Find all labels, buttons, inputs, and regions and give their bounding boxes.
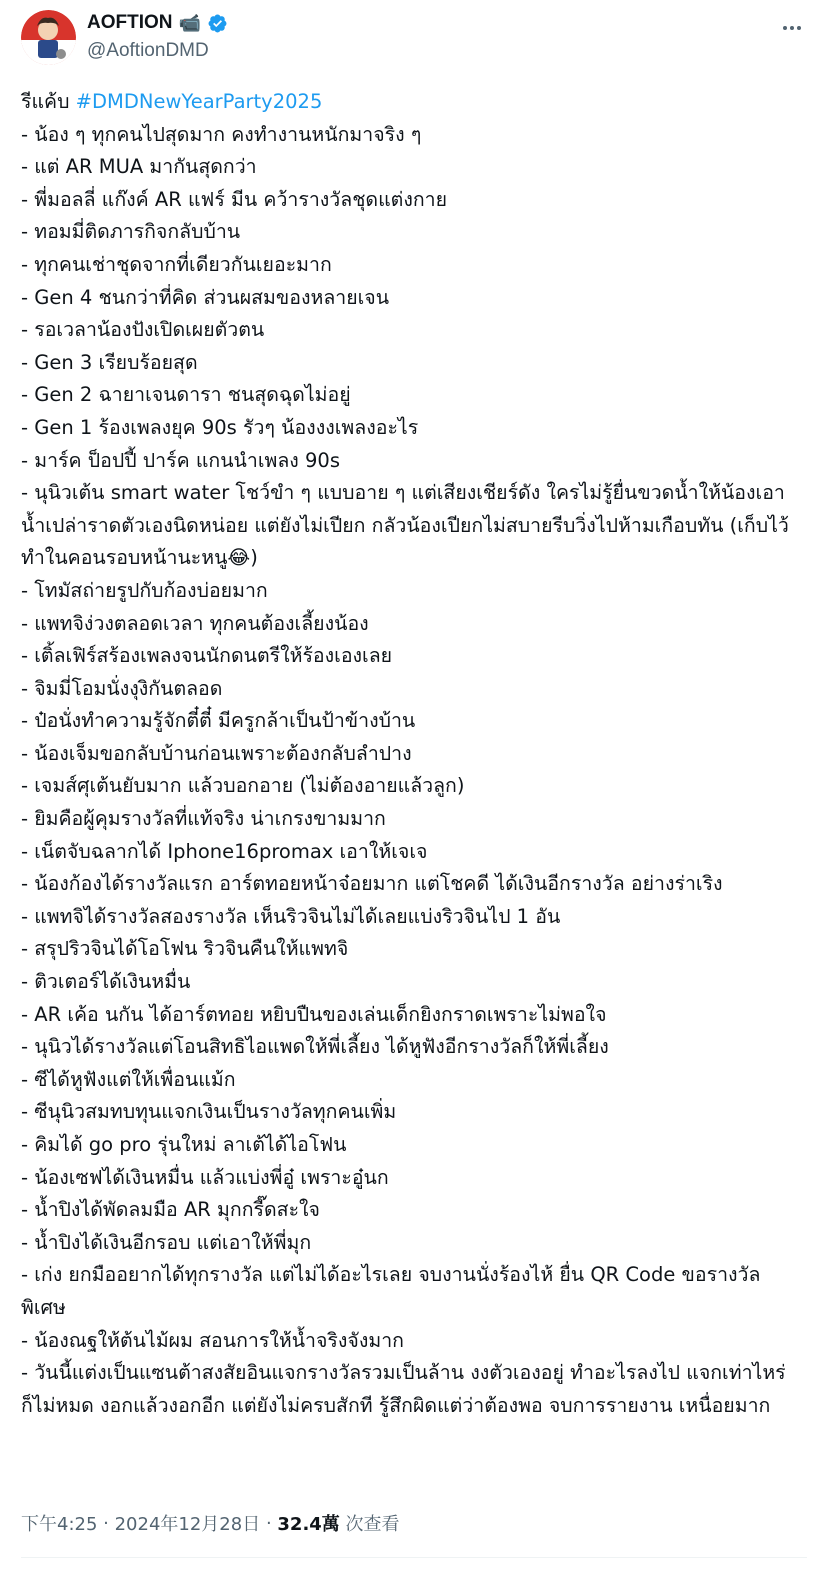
tweet-line: - น้องก้องได้รางวัลแรก อาร์ตทอยหน้าจ๋อยมาก แต่โชคดี ได้เงินอีกรางวัล อย่างร่าเริง: [21, 872, 723, 896]
post-time[interactable]: 下午4:25: [21, 1514, 98, 1535]
tweet-line: - จิมมี่โอมนั่งงุงิกันตลอด: [21, 676, 223, 700]
tweet-line: - โทมัสถ่ายรูปกับก้องบ่อยมาก: [21, 578, 268, 602]
tweet-line: - น้อง ๆ ทุกคนไปสุดมาก คงทำงานหนักมาจริง ๆ: [21, 122, 422, 146]
tweet-line: - แพทจิง่วงตลอดเวลา ทุกคนต้องเลี้ยงน้อง: [21, 611, 369, 635]
name-row: [87, 12, 228, 34]
tweet-line: - น้องเซฟได้เงินหมื่น แล้วแบ่งพี่อู๋ เพราะอู๋นก: [21, 1165, 389, 1189]
tweet-line: - เจมส์ศุเต้นยับมาก แล้วบอกอาย (ไม่ต้องอายแล้วลูก): [21, 774, 465, 798]
divider: [21, 1557, 807, 1558]
tweet-line: - Gen 3 เรียบร้อยสุด: [21, 350, 198, 374]
tweet-line: - นุนิวได้รางวัลแต่โอนสิทธิไอแพดให้พี่เลี้ยง ได้หูฟังอีกรางวัลก็ให้พี่เลี้ยง: [21, 1035, 609, 1059]
verified-badge-icon: [207, 13, 228, 34]
tweet-line: - ซีได้หูฟังแต่ให้เพื่อนแม้ก: [21, 1067, 236, 1091]
intro-text: รีแค้บ: [21, 90, 76, 113]
tweet-line: - ซีนุนิวสมทบทุนแจกเงินเป็นรางวัลทุกคนเพิ่ม: [21, 1100, 397, 1124]
view-label: 次查看: [339, 1514, 400, 1535]
tweet-lines: [21, 119, 796, 1423]
tweet-line: - AR เค้อ นกัน ได้อาร์ตทอย หยิบปืนของเล่นเด็กยิงกราดเพราะไม่พอใจ: [21, 1002, 607, 1026]
tweet-line: - Gen 1 ร้องเพลงยุค 90s รัวๆ น้องงงเพลงอะไร: [21, 415, 419, 439]
tweet-line: - ทุกคนเช่าชุดจากที่เดียวกันเยอะมาก: [21, 252, 332, 276]
tweet-line: - นุนิวเต้น smart water โชว์ขำ ๆ แบบอาย ๆ แต่เสียงเชียร์ดัง ใครไม่รู้ยื่นขวดน้ำให้น้องเอาน้ำเปล่าราดตัวเองนิดหน่อย แต่ยังไม่เปียก กลัวน้องเปียกไม่สบายรีบวิ่งไปห้ามเกือบทัน (เก็บไว้ทำในคอนรอบหน้านะหนู😂): [21, 481, 789, 570]
tweet-line: - วันนี้แต่งเป็นแซนต้าสงสัยอินแจกรางวัลรวมเป็นล้าน งงตัวเองอยู่ ทำอะไรลงไป แจกเท่าไหร่ก็ไม่หมด งอกแล้วงอกอีก แต่ยังไม่ครบสักที รู้สึกผิดแต่ว่าต้องพอ จบการรายงาน เหนื่อยมาก: [21, 1361, 786, 1417]
tweet-line: - Gen 4 ชนกว่าที่คิด ส่วนผสมของหลายเจน: [21, 285, 390, 309]
meta-separator: ·: [97, 1512, 115, 1534]
tweet-line: - สรุปริวจินได้โอโฟน ริวจินคืนให้แพทจิ: [21, 937, 349, 961]
tweet-line: - เติ้ลเฟิร์สร้องเพลงจนนักดนตรีให้ร้องเองเลย: [21, 644, 393, 668]
more-options-icon[interactable]: [777, 16, 807, 40]
tweet-line: - น้องเจ็มขอกลับบ้านก่อนเพราะต้องกลับลำปาง: [21, 741, 412, 765]
meta-separator: ·: [260, 1512, 278, 1534]
hashtag-link[interactable]: #DMDNewYearParty2025: [75, 90, 323, 113]
tweet-text: [21, 86, 796, 1422]
camera-emoji: 📹: [178, 12, 201, 34]
avatar-image: [21, 10, 76, 65]
tweet-line: - พี่มอลลี่ แก๊งค์ AR แฟร์ มีน คว้ารางวัลชุดแต่งกาย: [21, 187, 448, 211]
user-handle[interactable]: @AoftionDMD: [87, 40, 209, 61]
tweet-line: - รอเวลาน้องปังเปิดเผยตัวตน: [21, 318, 265, 342]
view-count: 32.4萬: [277, 1514, 340, 1535]
tweet-line: - ติวเตอร์ได้เงินหมื่น: [21, 970, 191, 994]
tweet-line: - Gen 2 ฉายาเจนดารา ชนสุดฉุดไม่อยู่: [21, 383, 351, 407]
tweet-line: - ยิมคือผู้คุมรางวัลที่แท้จริง น่าเกรงขามมาก: [21, 807, 386, 831]
display-name[interactable]: AOFTION: [87, 12, 173, 33]
tweet-line: - ป๋อนั่งทำความรู้จักตี๋ตี๋ มีครูกล้าเป็นป้าข้างบ้าน: [21, 709, 416, 733]
tweet-line: - แต่ AR MUA มากันสุดกว่า: [21, 155, 257, 179]
tweet-line: - มาร์ค ป็อปปี้ ปาร์ค แกนนำเพลง 90s: [21, 448, 340, 472]
tweet-intro-line: [21, 86, 796, 119]
tweet-header: [21, 10, 807, 66]
tweet-line: - เก่ง ยกมืออยากได้ทุกรางวัล แต่ไม่ได้อะไรเลย จบงานนั่งร้องไห้ ยื่น QR Code ขอรางวัลพิเศษ: [21, 1263, 761, 1319]
tweet-line: - คิมได้ go pro รุ่นใหม่ ลาเต้ได้ไอโฟน: [21, 1133, 347, 1156]
tweet-line: - น้ำปิงได้พัดลมมือ AR มุกกรี๊ดสะใจ: [21, 1198, 320, 1222]
tweet-line: - น้ำปิงได้เงินอีกรอบ แต่เอาให้พี่มุก: [21, 1230, 312, 1254]
tweet-line: - น้องณฐให้ต้นไม้ผม สอนการให้น้ำจริงจังมาก: [21, 1328, 404, 1352]
tweet-meta: [21, 1510, 400, 1536]
tweet-line: - เน็ตจับฉลากได้ Iphone16promax เอาให้เจเจ: [21, 839, 428, 863]
post-date[interactable]: 2024年12月28日: [114, 1514, 261, 1535]
tweet-line: - ทอมมี่ติดภารกิจกลับบ้าน: [21, 220, 241, 244]
avatar[interactable]: [21, 10, 76, 65]
tweet-line: - แพทจิได้รางวัลสองรางวัล เห็นริวจินไม่ได้เลยแบ่งริวจินไป 1 อัน: [21, 904, 561, 928]
